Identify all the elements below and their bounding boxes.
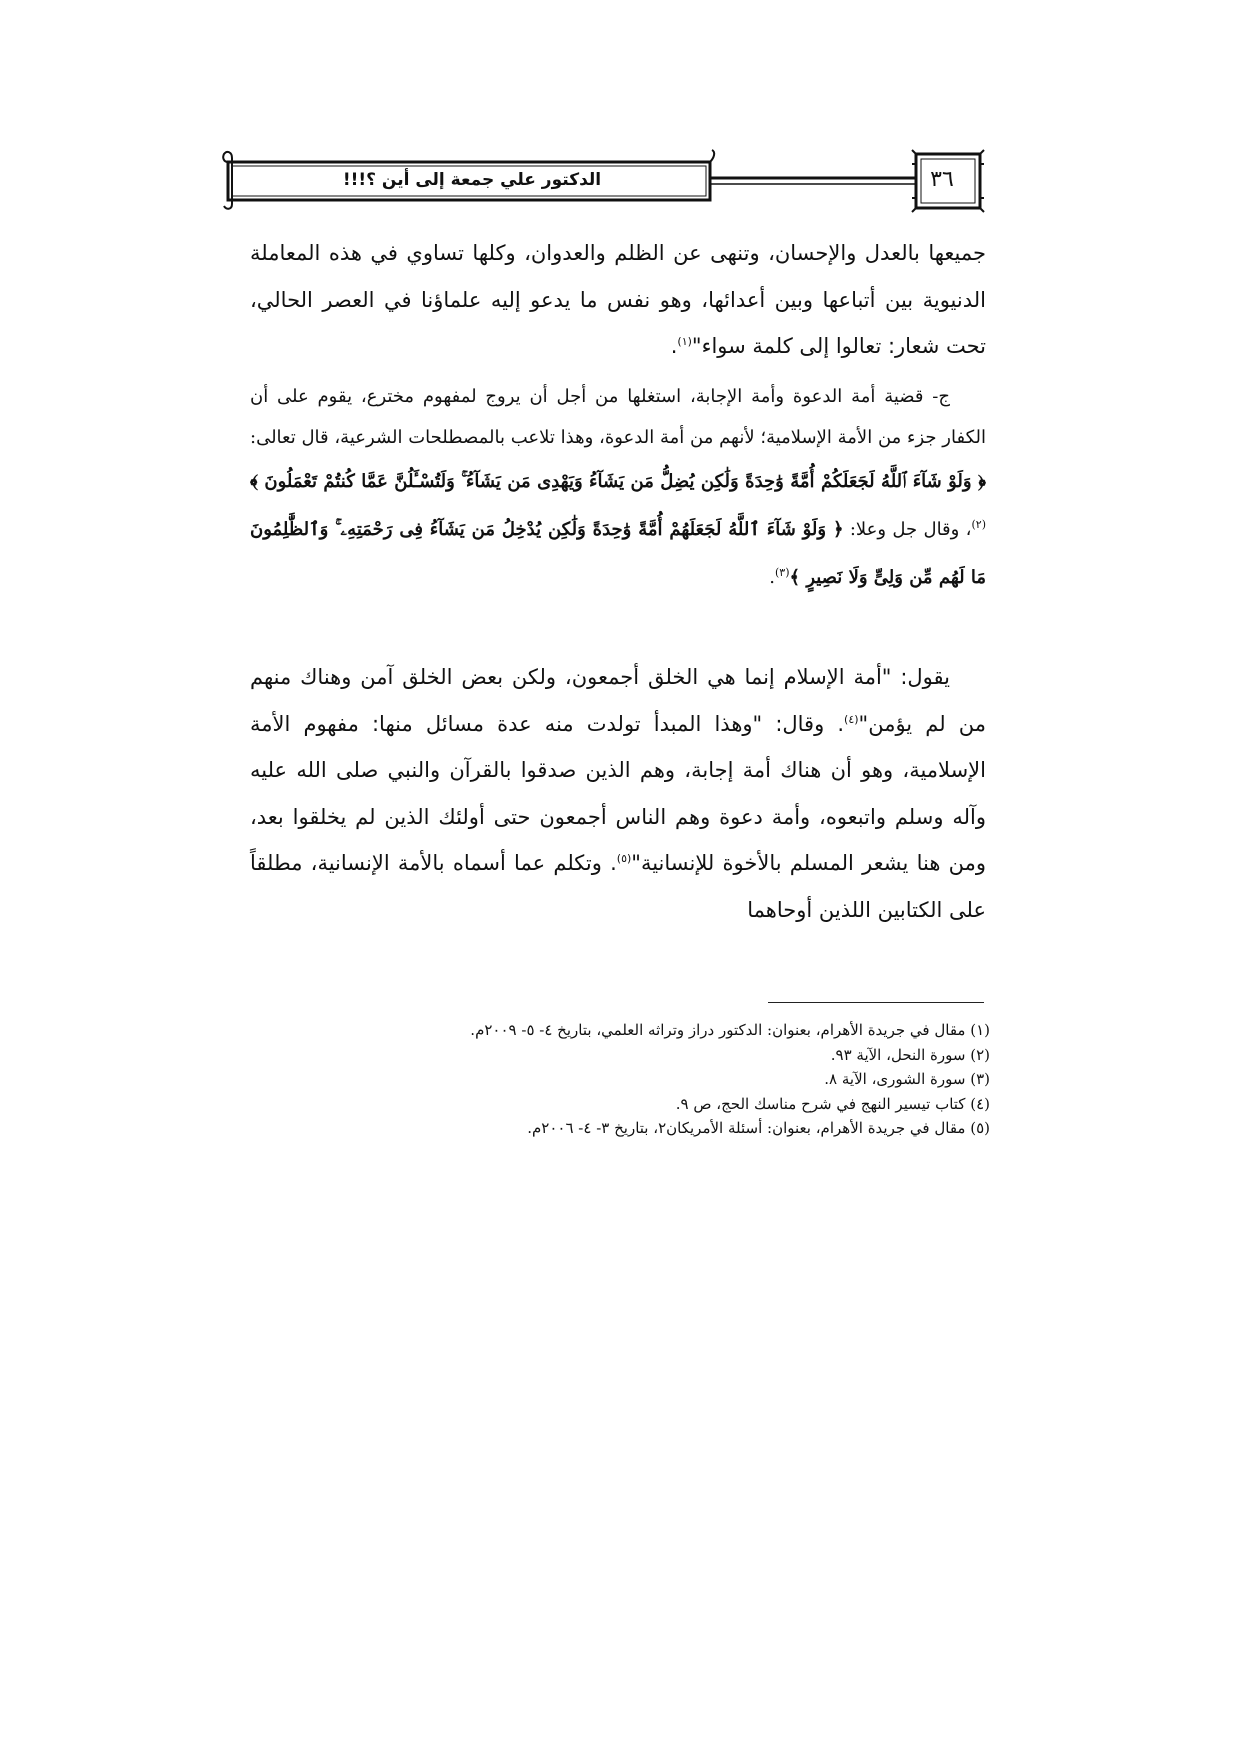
paragraph-2-end: .: [769, 567, 775, 588]
quran-verse-1: ﴿ وَلَوْ شَآءَ ٱللَّهُ لَجَعَلَكُمْ أُمَّةً وَٰحِدَةً وَلَٰكِن يُضِلُّ مَن يَشَآءُ وَيَهْدِى مَن يَشَآءُ ۚ وَلَتُسْـَٔلُنَّ عَمَّا كُنتُمْ تَعْمَلُونَ ﴾: [250, 471, 986, 492]
footnote-ref-2[interactable]: (٢): [971, 518, 986, 531]
footnote-4: (٤) كتاب تيسير النهج في شرح مناسك الحج، ص ٩.: [675, 1094, 990, 1113]
footnote-separator: [768, 1002, 984, 1003]
footnote-1: (١) مقال في جريدة الأهرام، بعنوان: الدكتور دراز وتراثه العلمي، بتاريخ ٤- ٥- ٢٠٠٩م.: [470, 1021, 990, 1039]
footnote-ref-3[interactable]: (٣): [774, 566, 790, 579]
page-number: ٣٦: [930, 167, 954, 192]
paragraph-3: [250, 654, 986, 933]
paragraph-1-end: .: [670, 334, 678, 358]
footnote-ref-4[interactable]: (٤): [844, 712, 859, 726]
paragraph-2-mid: ، وقال جل وعلا:: [849, 519, 972, 540]
paragraph-1-text: جميعها بالعدل والإحسان، وتنهى عن الظلم والعدوان، وكلها تساوي في هذه المعاملة الدنيوية بين أتباعها وبين أعدائها، وهو نفس ما يدعو إليه علماؤنا في العصر الحالي، تحت شعار: تعالوا إلى كلمة سواء": [250, 241, 986, 358]
quran-verse-2: ﴿ وَلَوْ شَآءَ ٱللَّهُ لَجَعَلَهُمْ أُمَّةً وَٰحِدَةً وَلَٰكِن يُدْخِلُ مَن يَشَآءُ فِى رَحْمَتِهِۦ ۚ وَٱلظَّٰلِمُونَ مَا لَهُم مِّن وَلِىٍّ وَلَا نَصِيرٍ ﴾: [250, 519, 986, 588]
paragraph-continuation: [250, 230, 986, 370]
paragraph-1: [250, 230, 986, 370]
paragraph-2: [250, 376, 986, 602]
footnote-3: (٣) سورة الشورى، الآية ٨.: [824, 1070, 990, 1088]
paragraph-2-block: [250, 376, 986, 602]
paragraph-2-intro: ج- قضية أمة الدعوة وأمة الإجابة، استغلها من أجل أن يروج لمفهوم مخترع، يقوم على أن الكفار جزء من الأمة الإسلامية؛ لأنهم من أمة الدعوة، وهذا تلاعب بالمصطلحات الشرعية، قال تعالى:: [250, 386, 986, 448]
footnote-2: (٢) سورة النحل، الآية ٩٣.: [830, 1045, 990, 1064]
footnote-ref-1[interactable]: (١): [677, 335, 692, 348]
page-header: [222, 150, 986, 212]
footnote-ref-5[interactable]: (٥): [616, 852, 632, 865]
paragraph-3-block: [250, 654, 986, 933]
footnotes: [290, 1018, 990, 1141]
paragraph-3-text-c: . وتكلم عما أسماه بالأمة الإنسانية، مطلقاً على الكتابين اللذين أوحاهما: [250, 851, 986, 922]
paragraph-3-text-b: . وقال: "وهذا المبدأ تولدت منه عدة مسائل منها: مفهوم الأمة الإسلامية، وهو أن هناك أمة إجابة، وهم الذين صدقوا بالقرآن والنبي صلى الله عليه وآله وسلم واتبعوه، وأمة دعوة وهم الناس أجمعون حتى أولئك الذين لم يخلقوا بعد، ومن هنا يشعر المسلم بالأخوة للإنسانية": [250, 711, 987, 875]
footnote-5: (٥) مقال في جريدة الأهرام، بعنوان: أسئلة الأمريكان٢، بتاريخ ٣- ٤- ٢٠٠٦م.: [527, 1119, 990, 1137]
paragraph-3-text-a: يقول: "أمة الإسلام إنما هي الخلق أجمعون، ولكن بعض الخلق آمن وهناك منهم من لم يؤمن": [250, 665, 986, 736]
running-title: الدكتور علي جمعة إلى أين ؟!!!: [342, 170, 602, 190]
